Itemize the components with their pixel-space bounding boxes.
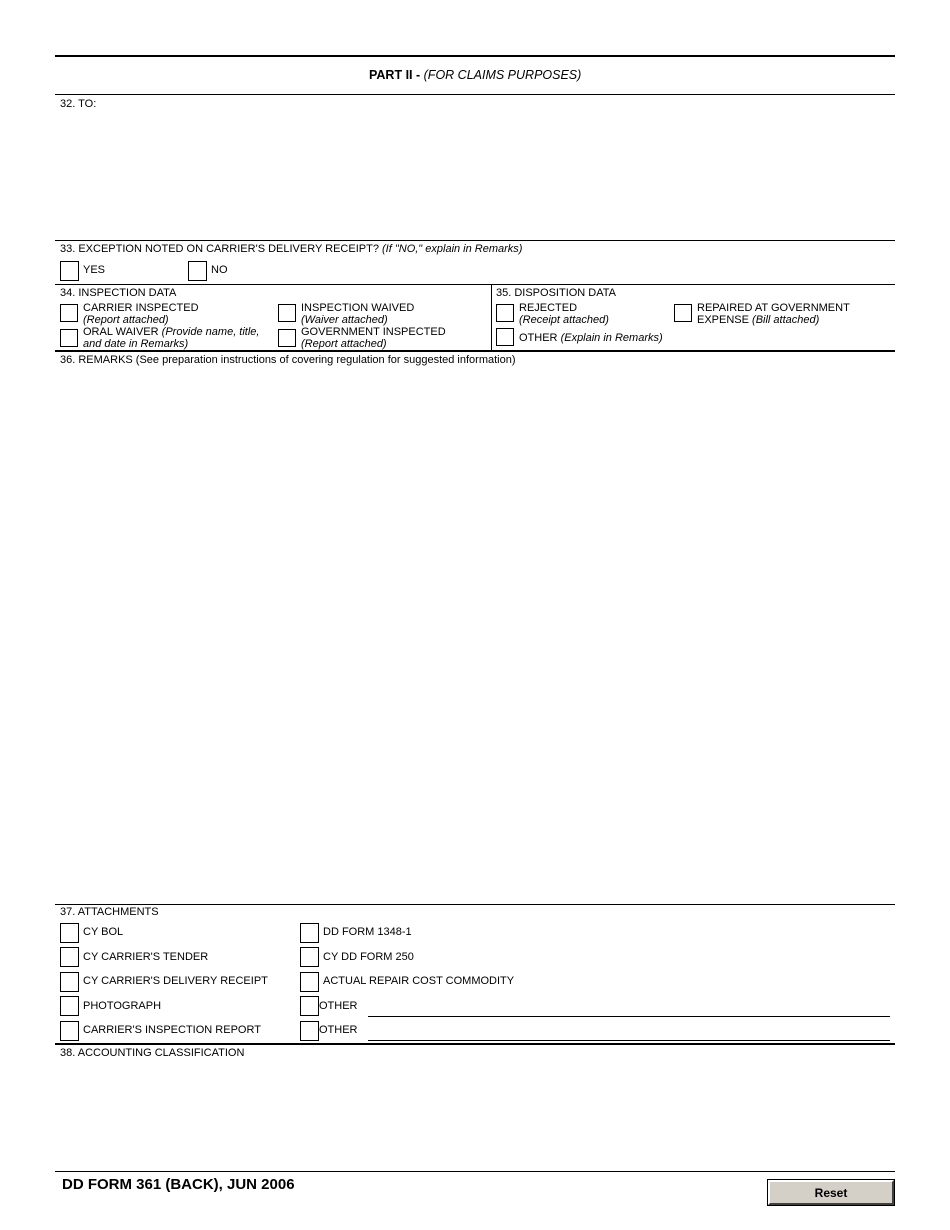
- cy-dd-form-250-checkbox[interactable]: [300, 947, 319, 967]
- reset-button[interactable]: Reset: [768, 1180, 894, 1205]
- inspection-waived-label: [301, 302, 414, 326]
- inspection-waived-note: (Waiver attached): [301, 314, 388, 326]
- rejected-note: (Receipt attached): [519, 314, 609, 326]
- repaired-label: [697, 302, 850, 326]
- other1-label: OTHER: [319, 1000, 358, 1012]
- oral-waiver-label: [83, 326, 259, 350]
- no-label: NO: [211, 264, 228, 276]
- yes-label: YES: [83, 264, 106, 276]
- rule-38: [55, 1043, 895, 1045]
- government-inspected-text: GOVERNMENT INSPECTED: [301, 326, 446, 338]
- cy-carriers-delivery-receipt-label: CY CARRIER'S DELIVERY RECEIPT: [83, 975, 268, 987]
- rule-37: [55, 904, 895, 905]
- disposition-other-checkbox[interactable]: [496, 328, 514, 346]
- carrier-inspected-note: (Report attached): [83, 314, 169, 326]
- expense-text: EXPENSE: [697, 314, 749, 326]
- form-id: DD FORM 361 (BACK), JUN 2006: [62, 1176, 295, 1193]
- no-checkbox[interactable]: [188, 261, 207, 281]
- to-field[interactable]: [60, 112, 890, 236]
- oral-waiver-note2: and date in Remarks): [83, 338, 189, 350]
- inspection-data-label: 34. INSPECTION DATA: [60, 287, 177, 299]
- cy-carriers-tender-label: CY CARRIER'S TENDER: [83, 951, 209, 963]
- dd-form-1348-checkbox[interactable]: [300, 923, 319, 943]
- other2-checkbox[interactable]: [300, 1021, 319, 1041]
- part-title: [369, 68, 581, 82]
- disposition-other-note: (Explain in Remarks): [560, 332, 663, 344]
- carrier-inspected-label: [83, 302, 199, 326]
- cy-carriers-tender-checkbox[interactable]: [60, 947, 79, 967]
- rejected-label: [519, 302, 609, 326]
- rejected-text: REJECTED: [519, 302, 578, 314]
- government-inspected-checkbox[interactable]: [278, 329, 296, 347]
- other1-underline: [368, 1016, 890, 1017]
- remarks-label: 36. REMARKS (See preparation instructions of covering regulation for suggested information): [60, 354, 516, 366]
- exception-label-text: 33. EXCEPTION NOTED ON CARRIER'S DELIVERY RECEIPT?: [60, 243, 379, 255]
- expense-note: (Bill attached): [752, 314, 820, 326]
- carrier-inspected-text: CARRIER INSPECTED: [83, 302, 199, 314]
- inspection-waived-text: INSPECTION WAIVED: [301, 302, 415, 314]
- rule-32: [55, 94, 895, 95]
- divider-34-35: [491, 284, 492, 350]
- oral-waiver-checkbox[interactable]: [60, 329, 78, 347]
- to-label: 32. TO:: [60, 98, 97, 110]
- carriers-inspection-report-checkbox[interactable]: [60, 1021, 79, 1041]
- photograph-label: PHOTOGRAPH: [83, 1000, 162, 1012]
- cy-dd-form-250-label: CY DD FORM 250: [323, 951, 414, 963]
- other2-underline: [368, 1040, 890, 1041]
- government-inspected-label: [301, 326, 446, 350]
- accounting-classification-field[interactable]: [60, 1062, 890, 1166]
- photograph-checkbox[interactable]: [60, 996, 79, 1016]
- actual-repair-cost-checkbox[interactable]: [300, 972, 319, 992]
- inspection-waived-checkbox[interactable]: [278, 304, 296, 322]
- cy-bol-label: CY BOL: [83, 926, 124, 938]
- top-rule: [55, 55, 895, 57]
- other2-field[interactable]: [368, 1024, 890, 1039]
- disposition-other-label: [519, 332, 663, 344]
- rule-34: [55, 284, 895, 285]
- accounting-classification-label: 38. ACCOUNTING CLASSIFICATION: [60, 1047, 245, 1059]
- exception-label: [60, 243, 522, 255]
- other1-field[interactable]: [368, 1000, 890, 1015]
- part-title-bold: PART II -: [369, 68, 421, 82]
- cy-carriers-delivery-receipt-checkbox[interactable]: [60, 972, 79, 992]
- part-title-italic: (FOR CLAIMS PURPOSES): [423, 68, 582, 82]
- bottom-rule: [55, 1171, 895, 1172]
- other1-checkbox[interactable]: [300, 996, 319, 1016]
- carriers-inspection-report-label: CARRIER'S INSPECTION REPORT: [83, 1024, 261, 1036]
- oral-waiver-note1: (Provide name, title,: [161, 326, 260, 338]
- yes-checkbox[interactable]: [60, 261, 79, 281]
- rejected-checkbox[interactable]: [496, 304, 514, 322]
- other2-label: OTHER: [319, 1024, 358, 1036]
- rule-36: [55, 350, 895, 352]
- cy-bol-checkbox[interactable]: [60, 923, 79, 943]
- actual-repair-cost-label: ACTUAL REPAIR COST COMMODITY: [323, 975, 515, 987]
- dd-form-1348-label: DD FORM 1348-1: [323, 926, 412, 938]
- repaired-text: REPAIRED AT GOVERNMENT: [697, 302, 850, 314]
- rule-33: [55, 240, 895, 241]
- exception-label-note: (If "NO," explain in Remarks): [382, 243, 523, 255]
- disposition-data-label: 35. DISPOSITION DATA: [496, 287, 617, 299]
- government-inspected-note: (Report attached): [301, 338, 387, 350]
- repaired-checkbox[interactable]: [674, 304, 692, 322]
- oral-waiver-text: ORAL WAIVER: [83, 326, 159, 338]
- carrier-inspected-checkbox[interactable]: [60, 304, 78, 322]
- disposition-other-text: OTHER: [519, 332, 558, 344]
- attachments-label: 37. ATTACHMENTS: [60, 906, 159, 918]
- remarks-field[interactable]: [60, 370, 890, 898]
